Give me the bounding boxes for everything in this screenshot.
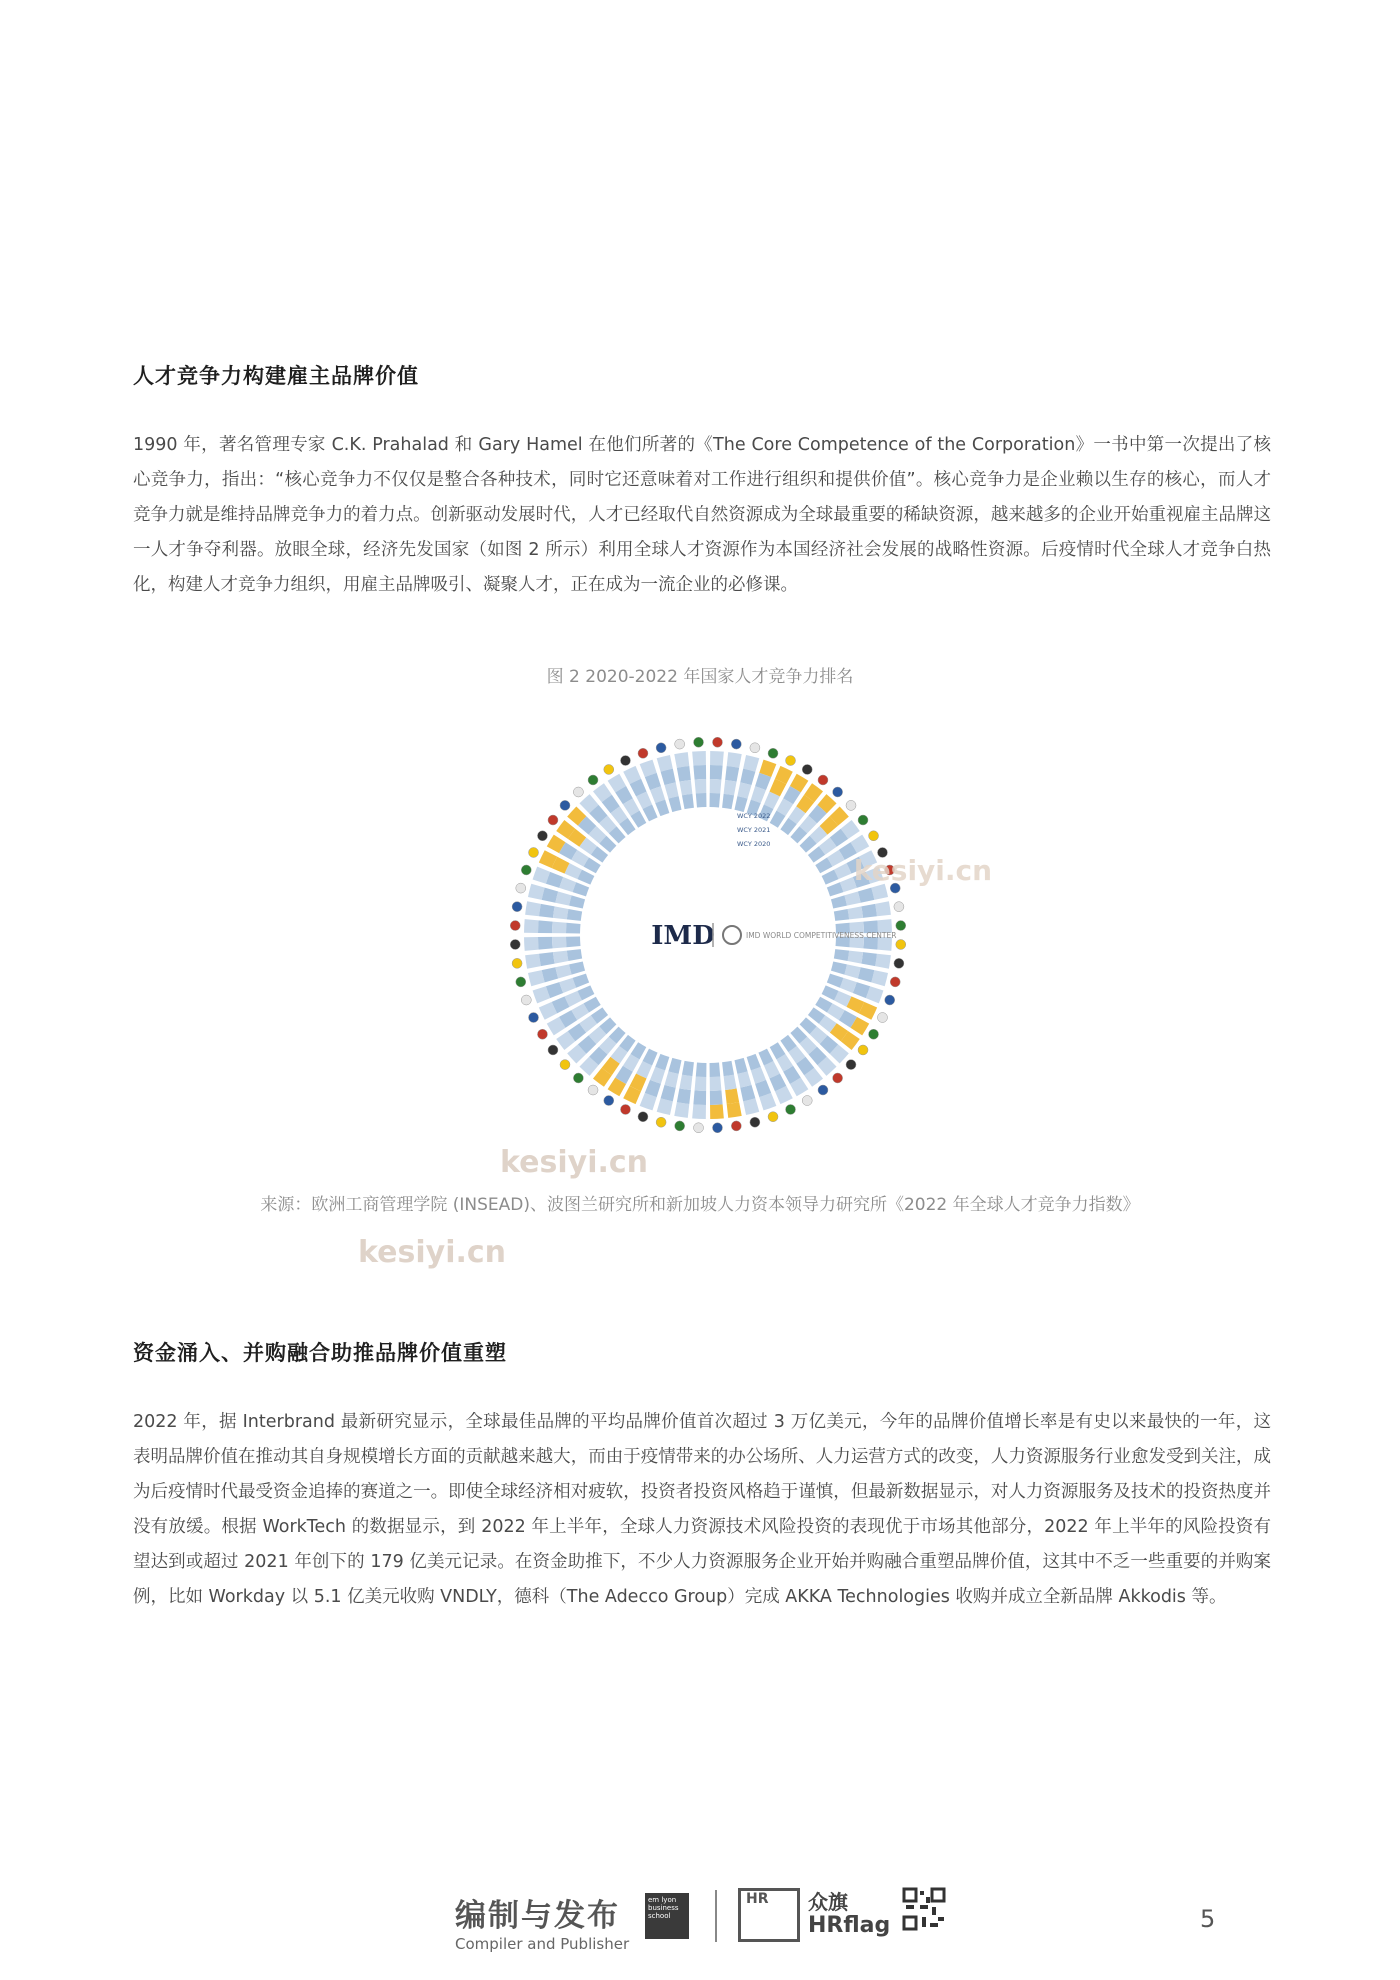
rank-cell [665,1071,679,1087]
rank-cell [710,1076,722,1091]
flag-icon [869,831,879,841]
page-number: 5 [1200,1905,1216,1933]
country-ranking-wheel [448,700,993,1170]
rank-cell [552,922,567,934]
hrflag-text: 众旗 HRflag [808,1890,891,1938]
flag-icon [890,977,900,987]
rank-cell [539,904,555,918]
flag-icon [510,921,520,931]
flag-icon [529,1013,539,1023]
flag-icon [786,1104,796,1114]
rank-cell [875,901,891,916]
rank-cell [834,949,849,961]
flag-icon [537,831,547,841]
rank-cell [710,765,723,780]
flag-icon [877,1013,887,1023]
flag-icon [521,865,531,875]
flag-icon [588,1085,598,1095]
flag-icon [512,902,522,912]
rank-cell [538,937,553,950]
figure-source: 来源：欧洲工商管理学院 (INSEAD)、波图兰研究所和新加坡人力资本领导力研究所《2022 年全球人才竞争力指数》 [260,1195,1140,1215]
ring-label-2020: WCY 2020 [737,840,771,848]
flag-icon [620,1104,630,1114]
rank-cell [844,964,860,978]
rank-cell [668,796,681,812]
rank-cell [542,888,559,903]
rank-cell [668,1058,681,1074]
rank-cell [848,951,863,964]
footer-publisher [455,1890,629,1953]
rank-cell [695,1076,707,1091]
rank-cell [555,964,571,978]
rank-cell [737,1071,751,1087]
rank-cell [525,901,541,916]
rank-cell [566,937,580,948]
watermark-1: kesiyi.cn [853,854,993,887]
flag-icon [675,739,685,749]
rank-cell [727,752,742,768]
watermark-3: kesiyi.cn [358,1235,507,1270]
flag-icon [712,1123,722,1133]
flag-icon [620,756,630,766]
rank-cell [844,892,860,906]
rank-cell [693,765,706,780]
rank-cell [710,1104,724,1119]
imd-logo: IMD [651,921,715,951]
flag-icon [573,1073,583,1083]
rank-cell [696,793,707,807]
flag-icon [675,1121,685,1131]
ring-label-2021: WCY 2021 [737,826,771,834]
footer-subtitle: Compiler and Publisher [455,1935,630,1953]
flag-icon [510,939,520,949]
flag-icon [516,883,526,893]
rank-cell [710,751,724,766]
rank-cell [569,895,585,908]
rank-cell [524,937,539,951]
rank-cell [722,1061,734,1076]
rank-cell [724,1075,737,1090]
rank-cell [679,780,692,795]
flag-icon [818,775,828,785]
rank-cell [695,779,707,794]
rank-cell [525,954,541,969]
flag-icon [802,764,812,774]
qr-code-icon [903,1888,945,1930]
flag-icon [896,921,906,931]
flag-icon [869,1029,879,1039]
rank-cell [724,780,737,795]
flag-icon [768,1112,778,1122]
hrflag-logo: HR [738,1888,800,1942]
flag-icon [894,902,904,912]
rank-cell [861,952,877,966]
flag-icon [604,764,614,774]
rank-cell [674,1102,689,1118]
rank-cell [710,1090,723,1105]
flag-icon [833,787,843,797]
flag-icon [516,977,526,987]
rank-cell [831,895,847,908]
flag-icon [750,1117,760,1127]
rank-cell [722,794,734,809]
rank-cell [679,1075,692,1090]
flag-icon [694,1123,704,1133]
rank-cell [567,949,582,961]
flag-icon [802,1096,812,1106]
rank-cell [524,919,539,933]
rank-cell [553,951,568,964]
rank-cell [858,888,875,903]
section1-heading: 人才竞争力构建雇主品牌价值 [133,364,419,388]
flag-icon [712,737,722,747]
flag-icon [548,1045,558,1055]
rank-cell [665,782,679,798]
section1-paragraph: 1990 年，著名管理专家 C.K. Prahalad 和 Gary Hamel 在他们所著的《The Core Competence of the Corporation》一书中第一次提出了核心竞争力，指出：“核心竞争力不仅仅是整合各种技术，同时它还意味着对工作进行组织和提供价值”。核心竞争力是企业赖以生存的核心，而人才竞争力就是维持品牌竞争力的着力点。创新驱动发展时代，人才已经取代自然资源成为全球最重要的稀缺资源，越来越多的企业开始重视雇主品牌这一人才争夺利器。放眼全球，经济先发国家（如图 2 所示）利用全球人才资源作为本国经济社会发展的战略性资源。后疫情时代全球人才竞争白热化，构建人才竞争力组织，用雇主品牌吸引、凝聚人才，正在成为一流企业的必修课。 [133,435,1271,595]
rank-cell [661,1085,676,1102]
rank-cell [553,906,568,919]
rank-cell [740,1085,755,1102]
center-name: IMD WORLD COMPETITIVENESS CENTER [746,931,897,940]
flag-icon [573,787,583,797]
watermark-2: kesiyi.cn [500,1145,649,1180]
rank-cell [555,892,571,906]
rank-cell [682,794,694,809]
rank-cell [710,779,722,794]
flag-icon [818,1085,828,1095]
flag-icon [894,958,904,968]
rank-cell [710,1063,721,1077]
flag-icon [656,1117,666,1127]
footer-title: 编制与发布 [455,1898,620,1934]
section2-paragraph: 2022 年，据 Interbrand 最新研究显示，全球最佳品牌的平均品牌价值首次超过 3 万亿美元，今年的品牌价值增长率是有史以来最快的一年，这表明品牌价值在推动其自身规模增长方面的贡献越来越大，而由于疫情带来的办公场所、人力运营方式的改变，人力资源服务行业愈发受到关注，成为后疫情时代最受资金追捧的赛道之一。即使全球经济相对疲软，投资者投资风格趋于谨慎，但最新数据显示，对人力资源服务及技术的投资热度并没有放缓。根据 WorkTech 的数据显示，到 2022 年上半年，全球人力资源技术风险投资的表现优于市场其他部分，2022 年上半年的风险投资有望达到或超过 2021 年创下的 179 亿美元记录。在资金助推下，不少人力资源服务企业开始并购融合重塑品牌价值，这其中不乏一些重要的并购案例，比如 Workday 以 5.1 亿美元收购 VNDLY，德科（The Adecco Group）完成 AKKA Technologies 收购并成立全新品牌 Akkodis 等。 [133,1412,1271,1607]
rank-cell [710,793,721,807]
rank-cell [566,923,580,934]
flag-icon [588,775,598,785]
rank-cell [725,1088,739,1104]
rank-cell [831,961,847,974]
flag-icon [833,1073,843,1083]
rank-cell [567,909,582,921]
footer-divider [715,1890,717,1942]
rank-cell [674,752,689,768]
flag-icon [846,1060,856,1070]
section2-heading: 资金涌入、并购融合助推品牌价值重塑 [133,1341,507,1365]
flag-icon [858,1045,868,1055]
flag-icon [846,800,856,810]
flag-icon [638,1112,648,1122]
flag-icon [638,748,648,758]
rank-cell [725,766,739,782]
flag-icon [521,995,531,1005]
emlyon-logo: em lyon business school [645,1893,689,1939]
rank-cell [569,961,585,974]
flag-icon [548,815,558,825]
flag-icon [512,958,522,968]
flag-icon [786,756,796,766]
flag-icon [896,939,906,949]
flag-icon [731,1121,741,1131]
flag-icon [560,800,570,810]
rank-cell [552,937,567,949]
flag-icon [656,743,666,753]
rank-cell [682,1061,694,1076]
rank-cell [858,967,875,982]
flag-icon [560,1060,570,1070]
rank-cell [542,967,559,982]
rank-cell [692,1104,706,1119]
rank-cell [677,766,691,782]
flag-icon [885,995,895,1005]
rank-cell [861,904,877,918]
flag-icon [537,1029,547,1039]
rank-cell [538,920,553,933]
rank-cell [693,1090,706,1105]
rank-cell [661,769,676,786]
figure-caption: 图 2 2020-2022 年国家人才竞争力排名 [546,667,854,687]
rank-cell [834,909,849,921]
rank-cell [848,906,863,919]
rank-cell [692,751,706,766]
flag-icon [604,1096,614,1106]
flag-icon [731,739,741,749]
flag-icon [858,815,868,825]
rank-cell [696,1063,707,1077]
rank-cell [727,1102,742,1118]
rank-cell [875,954,891,969]
rank-cell [734,796,747,812]
rank-cell [737,782,751,798]
rank-cell [740,769,755,786]
rank-cell [539,952,555,966]
rank-cell [734,1058,747,1074]
flag-icon [750,743,760,753]
flag-icon [529,847,539,857]
rank-cell [677,1088,691,1104]
flag-icon [694,737,704,747]
ring-label-2022: WCY 2022 [737,812,771,820]
flag-icon [768,748,778,758]
